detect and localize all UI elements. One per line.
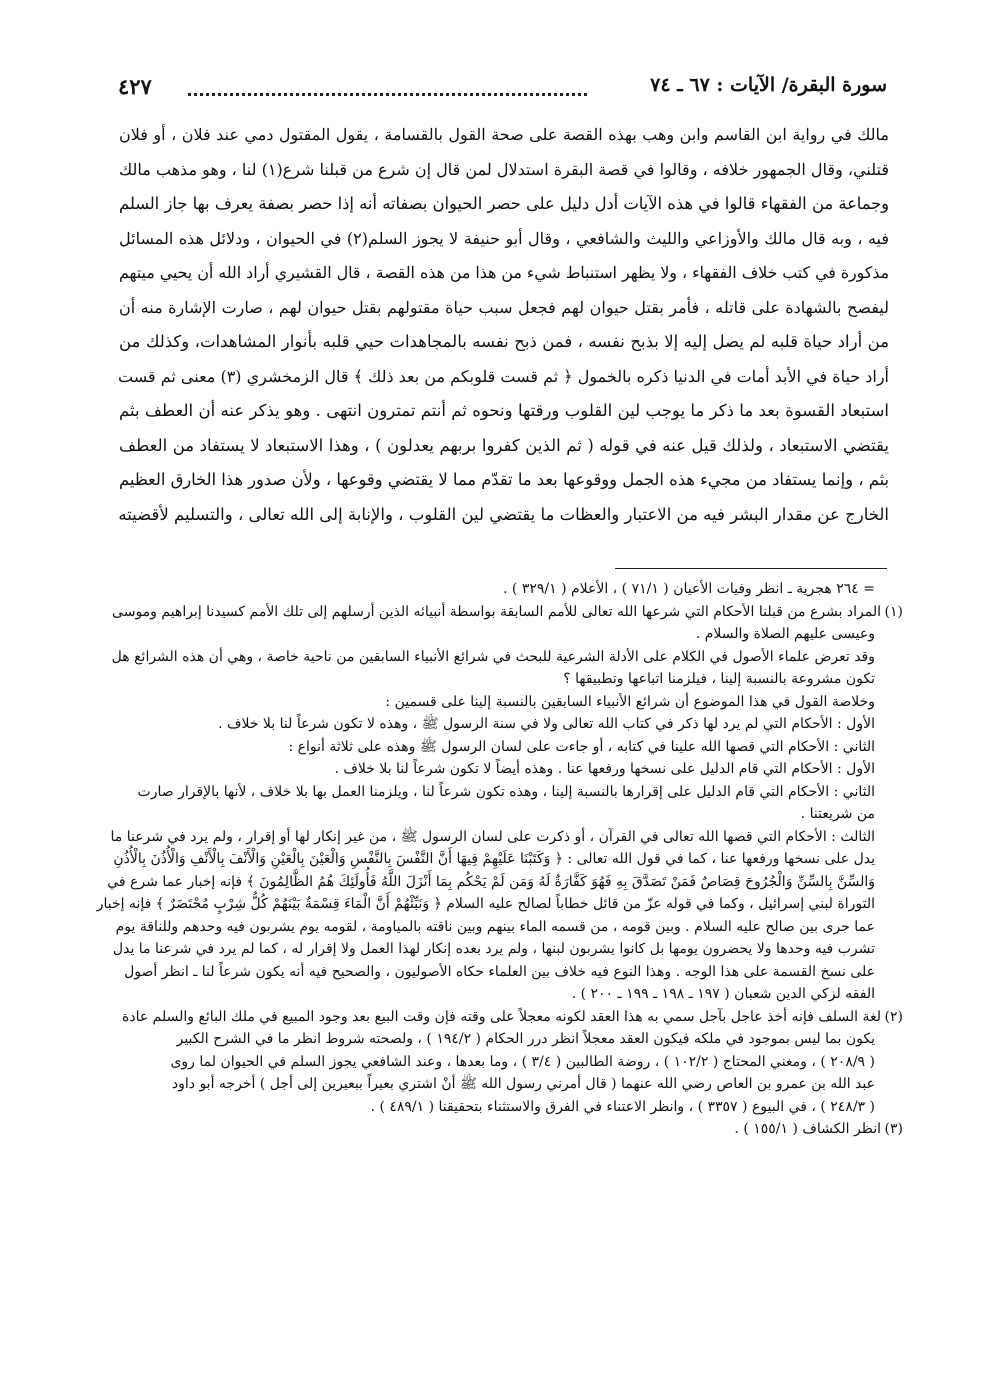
footnote-1-line: (١)المراد بشرع من قبلنا الأحكام التي شرعها الله تعالى للأمم السابقة بواسطة أنبيائه الذين أرسلهم إلى تلك الأمم كسيدنا إبراهيم وموسى: [93, 601, 903, 624]
text-line: يقتضي الاستبعاد ، ولذلك قيل عنه في قوله ( ثم الذين كفروا بربهم يعدلون ) ، وهذا الاستبعاد لا يستفاد من العطف: [119, 435, 889, 455]
footnote-1-line: تشرب فيه وحدها ولا يحضرون يومها بل كانوا يشربون لبنها ، ولم يرد بعده إنكار لهذا العمل ولا إقرار له ، كما لم يرد في شرعنا ما يدل: [112, 941, 875, 957]
footnote-1-line: وَالسِّنَّ بِالسِّنِّ وَالْجُرُوحَ قِصَاصٌ فَمَنْ تَصَدَّقَ بِهِ فَهُوَ كَفَّارَةٌ لَهُ وَمَن لَمْ يَحْكُم بِمَا أَنْزَلَ اللَّهُ فَأُولَئِكَ هُمُ الظَّالِمُونَ ﴾ فإنه إخبار عما شرع في: [107, 873, 875, 890]
footnote-2-line: ( ٢٤٨/٣ ) ، في البيوع ( ٣٣٥٧ ) ، وانظر الاعتناء في الفرق والاستثناء بتحقيقنا ( ٤٨٩/١ ) .: [370, 1098, 875, 1115]
footnote-2-line: (٢)لغة السلف فإنه أخذ عاجل بآجل سمي به هذا العقد لكونه معجلاً على وقته فإن وقت البيع بعد وجود المبيع في ملك البائع والسلم عادة: [93, 1006, 903, 1029]
footnotes: [93, 578, 903, 1141]
footnote-1-line: الفقه لزكي الدين شعبان ( ١٩٧ ـ ١٩٨ ـ ١٩٩ ـ ٢٠٠ ) .: [571, 986, 875, 1002]
footnote-3-line: (٣)انظر الكشاف ( ١٥٥/١ ) .: [93, 1118, 903, 1141]
footnote-1-line: وقد تعرض علماء الأصول في الكلام على الأدلة الشرعية للبحث في شرائع الأنبياء السابقين من ناحية خاصة ، وهي أن هذه الشرائع هل: [111, 648, 875, 665]
footnote-2-line: عبد الله بن عمرو بن العاص رضي الله عنهما ( قال أمرني رسول الله ﷺ أنْ اشتري بعيراً ببعيرين إلى أجل ) أخرجه أبو داود: [171, 1076, 875, 1092]
text-line: مذكورة في كتب خلاف الفقهاء ، ولا يظهر استنباط شيء من هذا من هذه القصة ، قال القشيري أراد الله أن يحيي ميتهم: [119, 263, 889, 282]
footnote-1-line: وعيسى عليهم الصلاة والسلام .: [695, 626, 875, 642]
main-text: [119, 118, 889, 532]
footnote-2-line: يكون بما ليس بموجود في ملكه فيكون العقد معجلاً انظر درر الحكام ( ١٩٤/٢ ) ، ولصحته شروط انظر ما في الشرح الكبير: [176, 1031, 875, 1047]
footnote-1-number: (١): [884, 603, 903, 620]
footnote-2-line: ( ٢٠٨/٩ ) ، ومغني المحتاج ( ١٠٢/٢ ) ، روضة الطالبين ( ٣/٤ ) ، وما بعدها ، وعند الشافعي يجوز السلم في الحيوان لما روى: [170, 1053, 875, 1070]
footnote-1-line: الثالث : الأحكام التي قصها الله تعالى في القرآن ، أو ذكرت على لسان الرسول ﷺ ، من غير إنكار لها أو إقرار ، ولم يرد في شرعنا ما: [110, 828, 875, 845]
text-line: وجماعة من الفقهاء قالوا في هذه الآيات أدل دليل على حصر الحيوان بصفاته أنه إذا حصر بصفة يعرف بها جاز السلم: [119, 194, 889, 213]
footnote-1-line: على نسخ القسمة على هذا الوجه . وهذا النوع فيه خلاف بين العلماء حكاه الأصوليون ، والصحيح فيه أنه يكون شرعاً لنا ـ انظر أصول: [124, 963, 875, 980]
footnote-2-number: (٢): [884, 1008, 903, 1025]
footnote-1-line: وخلاصة القول في هذا الموضوع أن شرائع الأنبياء السابقين بالنسبة إلينا على قسمين :: [385, 693, 875, 710]
footnote-separator: [615, 568, 887, 569]
header-dot-leader: [188, 93, 587, 96]
footnote-1-line: يدل على نسخها ورفعها عنا ، كما في قول الله تعالى : ﴿ وَكَتَبْنَا عَلَيْهِمْ فِيهَا أَنَّ النَّفْسَ بِالنَّفْسِ وَالْعَيْنَ بِالْعَيْنِ وَالْأَنْفَ بِالْأَنْفِ وَالْأُذُنَ بِالْأُذُنِ: [113, 851, 875, 867]
text-line: فيه ، وبه قال مالك والأوزاعي والليث والشافعي ، وقال أبو حنيفة لا يجوز السلم(٢) في الحيوان ، ودلائل هذه المسائل: [119, 228, 889, 248]
footnote-continuation: = ٢٦٤ هجرية ـ انظر وفيات الأعيان ( ٧١/١ ) ، الأعلام ( ٣٢٩/١ ) .: [503, 581, 875, 597]
footnote-1-line: من شريعتنا .: [800, 806, 875, 822]
text-line: ليفصح بالشهادة على قاتله ، فأمر بقتل حيوان لهم فجعل سبب حياة مقتولهم بقتل حيوان لهم ، صارت الإشارة منه أن: [119, 297, 889, 317]
footnote-1-line: تكون مشروعة بالنسبة إلينا ، فيلزمنا اتباعها وتطبيقها ؟: [563, 671, 875, 687]
footnote-1-line: عما جرى بين صالح عليه السلام . وبين قومه ، من قسمه الماء بينهم وبين ناقته بالمياومة ، لقومه يوم يشربون فيه وحدهم وللناقة يوم: [115, 918, 875, 935]
text-line: أراد حياة في الأبد أمات في الدنيا ذكره بالخمول ﴿ ثم قست قلوبكم من بعد ذلك ﴾ قال الزمخشري (٣) معنى ثم قست: [118, 366, 889, 386]
footnote-3-number: (٣): [884, 1121, 903, 1137]
footnote-1-line: الأول : الأحكام التي قام الدليل على نسخها ورفعها عنا . وهذه أيضاً لا تكون شرعاً لنا بلا خلاف .: [334, 761, 875, 777]
text-line: من أراد حياة قلبه لم يصل إليه إلا بذبح نفسه ، فمن ذبح نفسه بالمجاهدات حيي قلبه بأنوار المشاهدات، وكذلك من: [119, 332, 889, 351]
text-line: بثم ، وإنما يستفاد من مجيء هذه الجمل ووقوعها بعد ما تقدّم مما لا يقتضي وقوعها ، ولأن صدور هذا الخارق العظيم: [119, 470, 889, 489]
text-line: استبعاد القسوة بعد ما ذكر ما يوجب لين القلوب ورقتها ونحوه ثم أنتم تمترون انتهى . وهو يذكر عنه أن العطف بثم: [119, 401, 889, 420]
running-title: سورة البقرة/ الآيات : ٦٧ ـ ٧٤: [650, 74, 887, 96]
page-number: ٤٢٧: [118, 74, 152, 99]
footnote-1-line: الثاني : الأحكام التي قام الدليل على إقرارها بالنسبة إلينا ، وهذه تكون شرعاً لنا ، ويلزمنا العمل بها بلا خلاف ، لأنها بالإقرار صارت: [137, 783, 875, 800]
text-line: الخارج عن مقدار البشر فيه من الاعتبار والعظات ما يقتضي لين القلوب ، والإنابة إلى الله تعالى ، والتسليم لأقضيته: [118, 504, 889, 524]
footnote-1-line: التوراة لبني إسرائيل ، وكما في قوله عزّ من قائل خطاباً لصالح عليه السلام ﴿ وَنَبِّئْهُمْ أَنَّ الْمَاءَ قِسْمَةٌ بَيْنَهُمْ كُلُّ شِرْبٍ مُحْتَضَرٌ ﴾ فإنه إخبار: [96, 896, 875, 912]
footnote-1-line: الثاني : الأحكام التي قصها الله علينا في كتابه ، أو جاءت على لسان الرسول ﷺ وهذه على ثلاثة أنواع :: [288, 738, 875, 755]
footnote-1-line: الأول : الأحكام التي لم يرد لها ذكر في كتاب الله تعالى ولا في سنة الرسول ﷺ ، وهذه لا تكون شرعاً لنا بلا خلاف .: [218, 716, 875, 732]
page-header: [118, 74, 887, 108]
text-line: قتلني، وقال الجمهور خلافه ، وقالوا في قصة البقرة استدلال لمن قال إن شرع من قبلنا شرع(١) لنا ، وهو مذهب مالك: [119, 159, 890, 179]
text-line: مالك في رواية ابن القاسم وابن وهب بهذه القصة على صحة القول بالقسامة ، يقول المقتول دمي عند فلان ، أو فلان: [119, 125, 889, 144]
